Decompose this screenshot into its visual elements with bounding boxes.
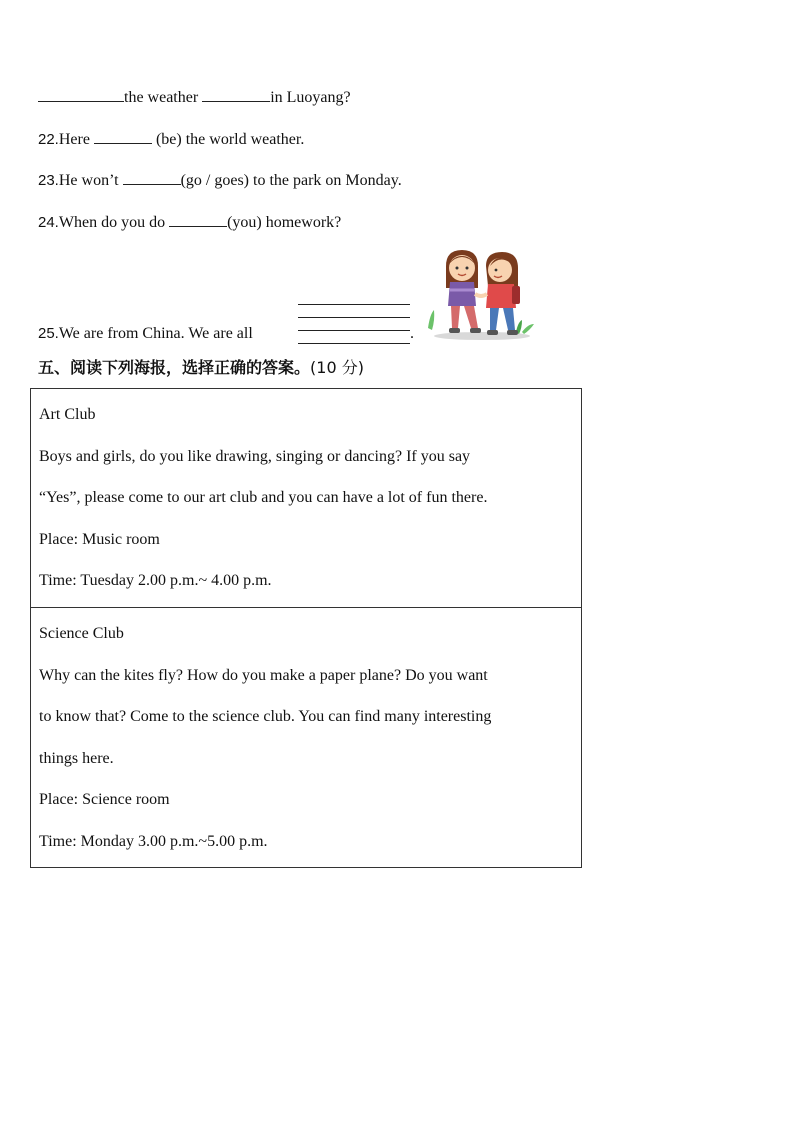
club-place: Place: Music room xyxy=(39,531,160,548)
club-place: Place: Science room xyxy=(39,791,170,808)
answer-blank[interactable] xyxy=(94,129,152,144)
two-girls-walking-illustration xyxy=(420,244,538,342)
answer-blank[interactable] xyxy=(202,87,270,102)
club-name: Science Club xyxy=(39,625,124,642)
answer-blank[interactable] xyxy=(38,87,124,102)
section-heading xyxy=(38,357,364,379)
club-description-line: things here. xyxy=(39,750,114,767)
question-text: (be) the world weather. xyxy=(155,131,305,148)
question-text: in Luoyang? xyxy=(270,89,351,106)
question-22 xyxy=(38,129,304,150)
question-21 xyxy=(38,87,351,108)
section-title: 五、阅读下列海报，选择正确的答案。 xyxy=(38,358,311,377)
question-text: (go / goes) to the park on Monday. xyxy=(180,172,402,189)
question-number: 24. xyxy=(38,214,59,231)
section-score: (10 分) xyxy=(310,358,364,377)
question-23 xyxy=(38,170,402,191)
question-text: When do you do xyxy=(58,214,166,231)
question-text: Here xyxy=(58,131,90,148)
question-text: the weather xyxy=(124,89,199,106)
club-description-line: Why can the kites fly? How do you make a paper plane? Do you want xyxy=(39,667,488,684)
club-time: Time: Monday 3.00 p.m.~5.00 p.m. xyxy=(39,833,268,850)
club-description-line: “Yes”, please come to our art club and you can have a lot of fun there. xyxy=(39,489,488,506)
club-description-line: to know that? Come to the science club. You can find many interesting xyxy=(39,708,492,725)
club-name: Art Club xyxy=(39,406,96,423)
question-number: 22. xyxy=(38,131,59,148)
question-text: We are from China. We are all xyxy=(58,325,253,342)
period: . xyxy=(410,325,414,342)
club-description-line: Boys and girls, do you like drawing, singing or dancing? If you say xyxy=(39,448,471,465)
answer-blank[interactable] xyxy=(169,212,227,227)
question-number: 25. xyxy=(38,325,59,342)
answer-lines[interactable] xyxy=(298,292,410,344)
art-club-poster xyxy=(30,388,582,608)
science-club-poster xyxy=(30,607,582,868)
question-25 xyxy=(38,324,253,344)
answer-blank[interactable] xyxy=(123,170,181,185)
question-24 xyxy=(38,212,341,233)
question-text: He won’t xyxy=(58,172,119,189)
question-number: 23. xyxy=(38,172,59,189)
club-time: Time: Tuesday 2.00 p.m.~ 4.00 p.m. xyxy=(39,572,272,589)
question-text: (you) homework? xyxy=(227,214,342,231)
